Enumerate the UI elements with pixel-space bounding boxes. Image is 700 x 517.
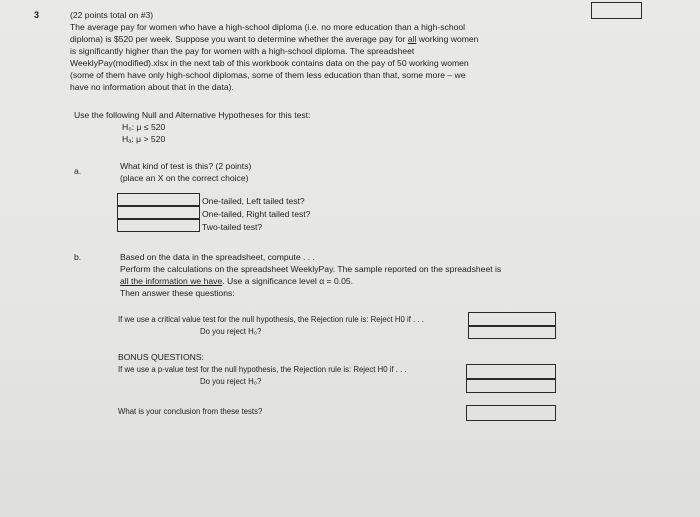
choice-right-tailed: One-tailed, Right tailed test?: [202, 209, 311, 219]
part-a-label: a.: [74, 166, 82, 176]
hypotheses-intro: Use the following Null and Alternative Hypotheses for this test:: [74, 110, 311, 120]
choice-two-tailed: Two-tailed test?: [202, 222, 263, 232]
intro-line-4: WeeklyPay(modified).xlsx in the next tab of this workbook contains data on the pay of 50 working women: [70, 58, 469, 68]
critical-value-question: Do you reject H₀?: [200, 327, 262, 336]
intro-line-1: The average pay for women who have a high-school diploma (i.e. no more education than a high-school: [70, 22, 466, 32]
part-b-line-4: Then answer these questions:: [120, 288, 235, 298]
part-b-line-3: all the information we have. Use a significance level α = 0.05.: [120, 276, 354, 286]
p-value-question: Do you reject H₀?: [200, 377, 262, 386]
critical-value-rule: If we use a critical value test for the null hypothesis, the Rejection rule is: Reject H0 if . . .: [118, 315, 424, 324]
choice-left-tailed: One-tailed, Left tailed test?: [202, 196, 305, 206]
null-hypothesis: H₀: μ ≤ 520: [122, 122, 166, 132]
part-b-line-1: Based on the data in the spreadsheet, compute . . .: [120, 252, 315, 262]
choice-box-left-tailed[interactable]: [117, 193, 200, 206]
part-b-line-2: Perform the calculations on the spreadsheet WeeklyPay. The sample reported on the spreadsheet is: [120, 264, 502, 274]
intro-line-2: diploma) is $520 per week. Suppose you want to determine whether the average pay for all working women: [70, 34, 479, 44]
alternative-hypothesis: Hₐ: μ > 520: [122, 134, 166, 144]
question-header: (22 points total on #3): [70, 10, 154, 20]
conclusion-answer-box[interactable]: [466, 405, 556, 421]
choice-box-right-tailed[interactable]: [117, 206, 200, 219]
p-value-reject-answer-box[interactable]: [466, 379, 556, 393]
p-value-rule-answer-box[interactable]: [466, 364, 556, 379]
part-a-instruction: (place an X on the correct choice): [120, 173, 249, 183]
part-a-question: What kind of test is this? (2 points): [120, 161, 252, 171]
intro-line-6: have no information about that in the data).: [70, 82, 234, 92]
intro-line-3: is significantly higher than the pay for women with a high-school diploma. The spreadsheet: [70, 46, 415, 56]
bonus-title: BONUS QUESTIONS:: [118, 352, 204, 362]
underlined-all: all: [407, 34, 417, 44]
critical-rule-answer-box[interactable]: [468, 312, 556, 326]
part-b-label: b.: [74, 252, 82, 262]
conclusion-question: What is your conclusion from these tests?: [118, 407, 263, 416]
p-value-rule: If we use a p-value test for the null hypothesis, the Rejection rule is: Reject H0 if . . .: [118, 365, 407, 374]
score-box[interactable]: [591, 2, 642, 19]
intro-line-5: (some of them have only high-school diplomas, some of them less education than that, some more – we: [70, 70, 466, 80]
underlined-all-information: all the information we have: [120, 276, 223, 286]
choice-box-two-tailed[interactable]: [117, 219, 200, 232]
question-number: 3: [34, 10, 40, 20]
critical-reject-answer-box[interactable]: [468, 326, 556, 339]
